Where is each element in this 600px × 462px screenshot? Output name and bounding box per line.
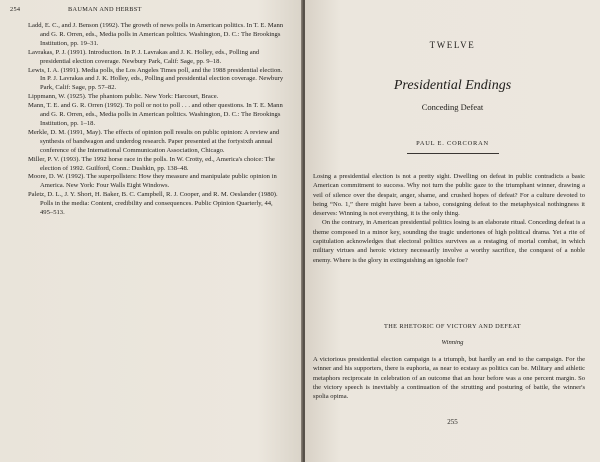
intro-text bbox=[313, 172, 585, 265]
chapter-number: TWELVE bbox=[429, 40, 476, 50]
chapter-title: Presidential Endings bbox=[393, 78, 512, 93]
right-page bbox=[305, 0, 600, 462]
section-heading: THE RHETORIC OF VICTORY AND DEFEAT bbox=[383, 323, 522, 330]
reference-item: Merkle, D. M. (1991, May). The effects of opinion poll results on public opinion: A review and synthesis of bandwagon and underdog research. Paper presented at the fortysixth annual conference of the International Communication Association, Chicago. bbox=[28, 128, 280, 154]
chapter-author: PAUL E. CORCORAN bbox=[416, 140, 489, 147]
reference-item: Lippmann, W. (1925). The phantom public. New York: Harcourt, Brace. bbox=[28, 93, 219, 101]
reference-item: Lewis, I. A. (1991). Media polls, the Los Angeles Times poll, and the 1988 presidential election. In P. J. Lavrakas and J. K. Holley, eds., Polling and presidential election coverage. Newbury Park, Calif: Sage, pp. 57–82. bbox=[28, 66, 284, 92]
left-page-number: 254 bbox=[10, 6, 21, 13]
paragraph: Losing a presidential election is not a pretty sight. Dwelling on defeat in public contradicts a basic American commitment to success. Why not turn the public gaze to the triumphant winner, drawing a veil of silence over the despair, anger, shame, and crushed hopes of defeat? For a culture devoted to being “No. 1,” there might have been a taboo, consigning defeat to the metaphysical nothingness it deserves: Winning is not everything, it is the only thing. bbox=[313, 173, 585, 218]
right-page-number: 255 bbox=[447, 418, 458, 426]
reference-item: Ladd, E. C., and J. Benson (1992). The growth of news polls in American politics. In T. E. Mann and G. R. Orren, eds., Media polls in American politics. Washington, D. C.: The Brookings Institution, pp. 19–31. bbox=[28, 22, 284, 47]
reference-item: Lavrakas, P. J. (1991). Introduction. In P. J. Lavrakas and J. K. Holley, eds., Polling and presidential election coverage. Newbury Park, Calif: Sage, pp. 9–18. bbox=[28, 48, 260, 65]
paragraph: On the contrary, in American presidential politics losing is an elaborate ritual. Conceding defeat is a theme composed in a minor key, sounding the tragic undertones of high political drama. Yet a rite of capitulation acknowledges that electoral politics survives as a restaging of mortal combat, in which military virtues and heroic victory necessarily involve a worthy sacrifice, the conquest of a noble enemy. Where is the glory in extinguishing an ignoble foe? bbox=[313, 219, 585, 264]
reference-item: Moore, D. W. (1992). The superpollsters: How they measure and manipulate public opinion in America. New York: Four Walls Eight Windows. bbox=[28, 173, 277, 190]
author-divider bbox=[407, 153, 499, 154]
paragraph: A victorious presidential election campaign is a triumph, but hardly an end to the campaign. For the winner and his supporters, there is euphoria, as near to ecstasy as politics can be. Military and athletic metaphors reciprocate in celebration of an outcome that an hour before was a one percent margin. So the victory speech is inevitably a continuation of the strutting and posturing of battle, the winner's spolia opima. bbox=[313, 356, 585, 401]
reference-item: Mann, T. E. and G. R. Orren (1992). To poll or not to poll . . . and other questions. In T. E. Mann and G. R. Orren, eds., Media polls in American politics. Washington, D. C.: The Brookings Institution, pp. 1–18. bbox=[28, 102, 283, 127]
reference-item: Paletz, D. L., J. Y. Short, H. Baker, B. C. Campbell, R. J. Cooper, and R. M. Oeslander (1980). Polls in the media: Content, credibility and consequences. Public Opinion Quarterly, 44, 495–513. bbox=[28, 191, 278, 217]
subsection-heading: Winning bbox=[441, 339, 464, 346]
reference-list bbox=[28, 22, 286, 218]
reference-item: Miller, P. V. (1993). The 1992 horse race in the polls. In W. Crotty, ed., America's choice: The election of 1992. Guilford, Conn.: Dushkin, pp. 138–48. bbox=[28, 155, 275, 172]
chapter-subtitle: Conceding Defeat bbox=[421, 102, 484, 112]
section-text bbox=[313, 355, 585, 401]
left-running-title: BAUMAN AND HERBST bbox=[68, 6, 142, 13]
